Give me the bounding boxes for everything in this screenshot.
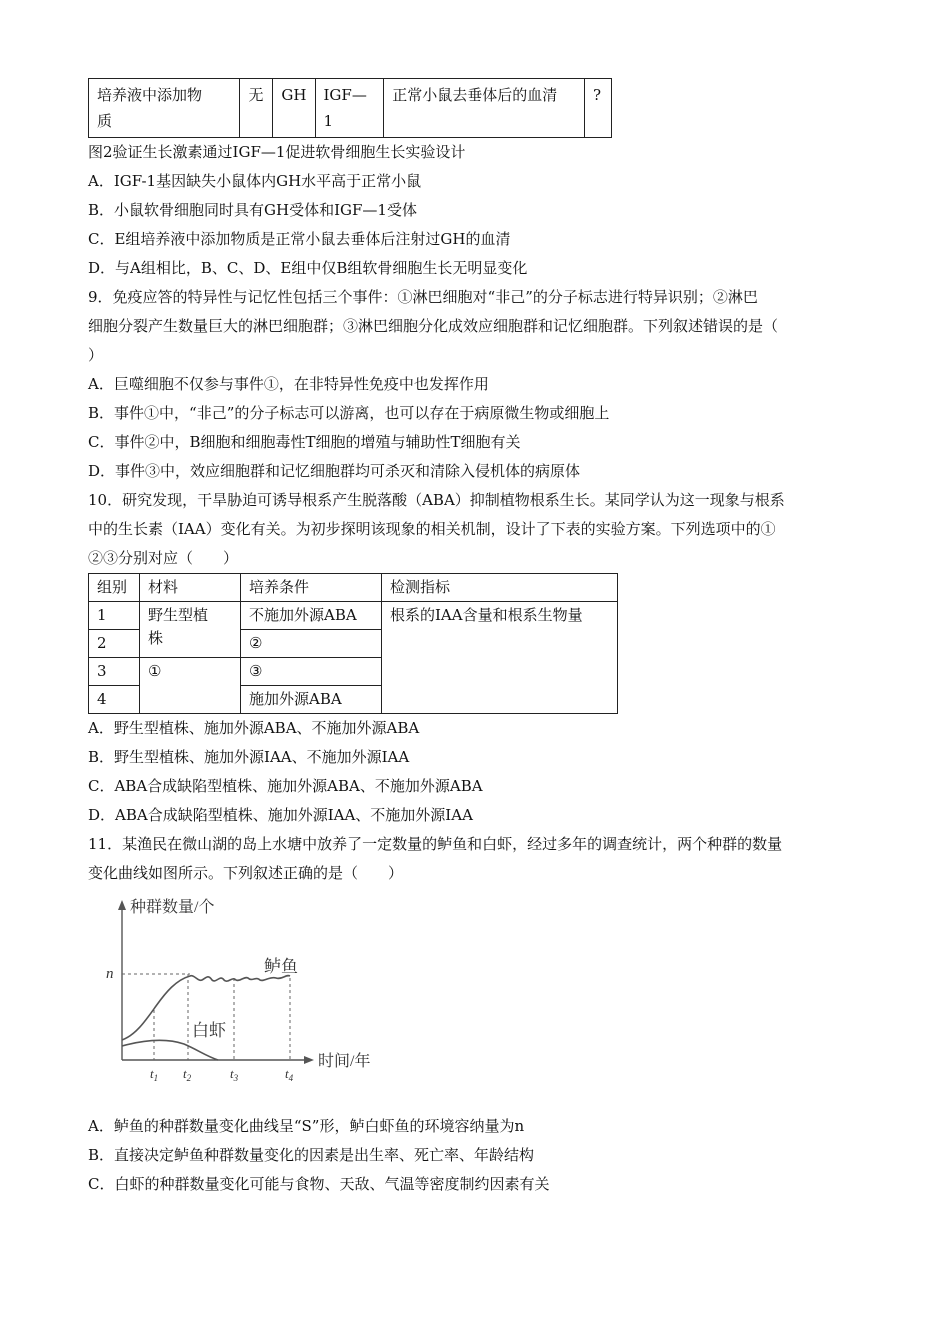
q8-option-b: B．小鼠软骨细胞同时具有GH受体和IGF—1受体 [88, 201, 417, 219]
t1-sub: 1 [153, 1073, 159, 1083]
t3-base: t [230, 1066, 234, 1081]
population-chart [94, 890, 394, 1086]
table-header-row [89, 574, 618, 602]
q10-option-d: D．ABA合成缺陷型植株、施加外源IAA、不施加外源IAA [88, 806, 473, 824]
y-axis-label: 种群数量/个 [130, 899, 215, 916]
header-cell: 组别 [89, 574, 140, 602]
table-cell: IGF—1 [315, 79, 384, 138]
y-axis-arrow [118, 900, 126, 910]
t2-base: t [183, 1066, 187, 1081]
q11-stem-line: 11．某渔民在微山湖的岛上水塘中放养了一定数量的鲈鱼和白虾，经过多年的调查统计，两个种群的数量 [88, 835, 783, 853]
condition-cell: 施加外源ABA [241, 686, 382, 714]
experiment-table-1 [88, 78, 612, 138]
q9-option-a: A．巨噬细胞不仅参与事件①，在非特异性免疫中也发挥作用 [88, 375, 489, 393]
material-line: 株 [148, 629, 164, 647]
q9-stem-line: 细胞分裂产生数量巨大的淋巴细胞群；③淋巴细胞分化成效应细胞群和记忆细胞群。下列叙述错误的是（ [88, 317, 779, 335]
condition-cell: ③ [241, 658, 382, 686]
t2-label [183, 1066, 192, 1083]
document-page [88, 78, 868, 1199]
q9-option-c: C．事件②中，B细胞和细胞毒性T细胞的增殖与辅助性T细胞有关 [88, 433, 521, 451]
t4-base: t [285, 1066, 289, 1081]
table-row [89, 602, 618, 630]
q10-stem-line: ②③分别对应（ ） [88, 549, 239, 567]
material-cell [140, 602, 241, 658]
condition-cell: ② [241, 630, 382, 658]
material-cell: ① [140, 658, 241, 714]
q11-stem-line: 变化曲线如图所示。下列叙述正确的是（ ） [88, 864, 404, 882]
header-cell: 材料 [140, 574, 241, 602]
t4-sub: 4 [288, 1073, 294, 1083]
n-label: n [106, 966, 114, 982]
q11-option-b: B．直接决定鲈鱼种群数量变化的因素是出生率、死亡率、年龄结构 [88, 1146, 535, 1164]
indicator-cell: 根系的IAA含量和根系生物量 [382, 602, 618, 714]
label-line: 质 [97, 112, 113, 130]
q11-option-a: A．鲈鱼的种群数量变化曲线呈“S”形，鲈白虾鱼的环境容纳量为n [88, 1117, 525, 1135]
q10-stem-line: 中的生长素（IAA）变化有关。为初步探明该现象的相关机制，设计了下表的实验方案。下列选项中的① [88, 520, 776, 538]
t3-sub: 3 [233, 1073, 239, 1083]
x-axis-label: 时间/年 [318, 1053, 371, 1070]
shrimp-label: 白虾 [192, 1021, 226, 1040]
table-cell: 无 [240, 79, 273, 138]
table-cell-label [89, 79, 240, 138]
experiment-table-2 [88, 573, 618, 714]
q8-option-a: A．IGF-1基因缺失小鼠体内GH水平高于正常小鼠 [88, 172, 422, 190]
t3-label [230, 1066, 239, 1083]
table-row [89, 79, 612, 138]
header-cell: 培养条件 [241, 574, 382, 602]
q10-stem-line: 10．研究发现，干旱胁迫可诱导根系产生脱落酸（ABA）抑制植物根系生长。某同学认为这一现象与根系 [88, 491, 785, 509]
label-line: 培养液中添加物 [97, 86, 203, 104]
group-cell: 2 [89, 630, 140, 658]
q9-option-d: D．事件③中，效应细胞群和记忆细胞群均可杀灭和清除入侵机体的病原体 [88, 462, 581, 480]
t4-label [285, 1066, 294, 1083]
x-axis-arrow [304, 1056, 314, 1064]
table-cell: GH [273, 79, 315, 138]
perch-label: 鲈鱼 [264, 957, 298, 976]
q9-option-b: B．事件①中，“非己”的分子标志可以游离，也可以存在于病原微生物或细胞上 [88, 404, 610, 422]
t2-sub: 2 [186, 1073, 192, 1083]
table-cell: 正常小鼠去垂体后的血清 [384, 79, 585, 138]
group-cell: 1 [89, 602, 140, 630]
q10-option-c: C．ABA合成缺陷型植株、施加外源ABA、不施加外源ABA [88, 777, 483, 795]
table-cell: ? [584, 79, 611, 138]
material-line: 野生型植 [148, 606, 209, 624]
shrimp-curve [122, 1040, 218, 1060]
figure-caption: 图2验证生长激素通过IGF—1促进软骨细胞生长实验设计 [88, 143, 466, 161]
q11-option-c: C．白虾的种群数量变化可能与食物、天敌、气温等密度制约因素有关 [88, 1175, 550, 1193]
t1-label [150, 1066, 158, 1083]
t1-base: t [150, 1066, 154, 1081]
q10-option-b: B．野生型植株、施加外源IAA、不施加外源IAA [88, 748, 410, 766]
group-cell: 4 [89, 686, 140, 714]
q10-option-a: A．野生型植株、施加外源ABA、不施加外源ABA [88, 719, 420, 737]
condition-cell: 不施加外源ABA [241, 602, 382, 630]
q9-stem-line: ） [88, 346, 104, 364]
q8-option-d: D．与A组相比，B、C、D、E组中仅B组软骨细胞生长无明显变化 [88, 259, 528, 277]
q8-option-c: C．E组培养液中添加物质是正常小鼠去垂体后注射过GH的血清 [88, 230, 511, 248]
group-cell: 3 [89, 658, 140, 686]
q9-stem-line: 9．免疫应答的特异性与记忆性包括三个事件：①淋巴细胞对“非己”的分子标志进行特异识别；②淋巴 [88, 288, 758, 306]
header-cell: 检测指标 [382, 574, 618, 602]
